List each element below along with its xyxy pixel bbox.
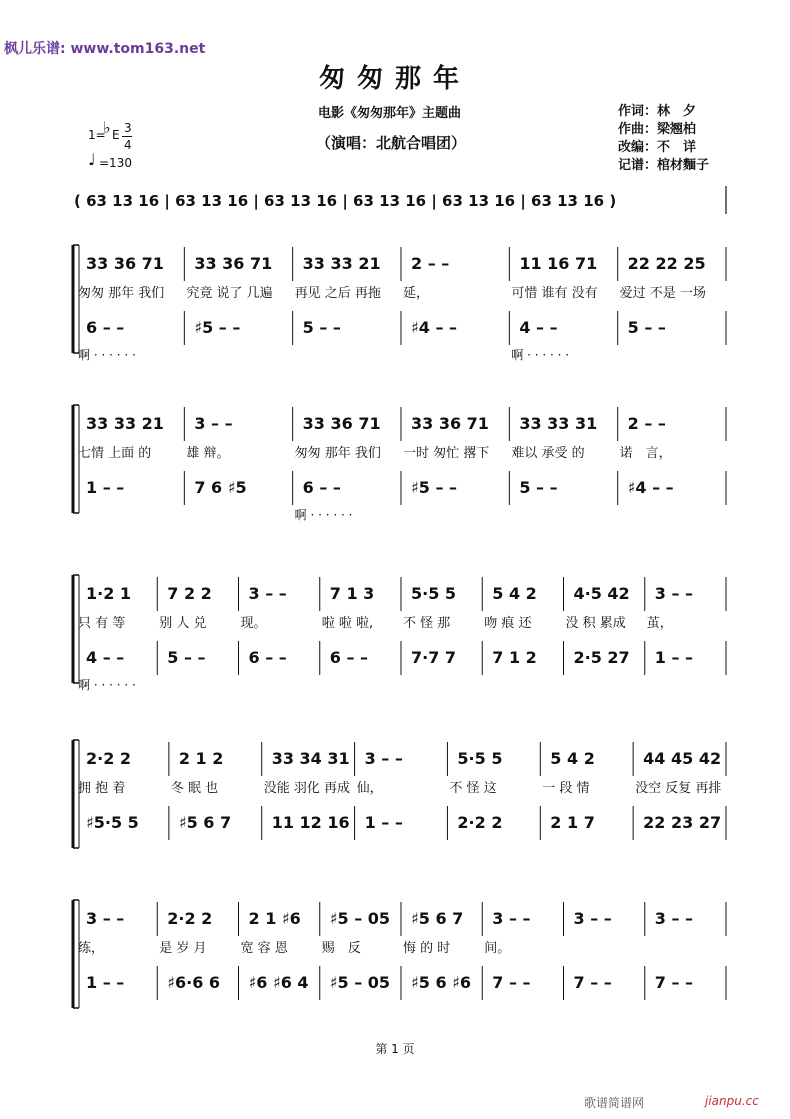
lyric-text: 别 人 兑 xyxy=(159,616,207,631)
upper-measure: 3 – – xyxy=(364,749,403,768)
key-note: E xyxy=(112,128,120,142)
upper-measure: 33 36 71 xyxy=(411,414,489,433)
lower-lyric-text: 啊 · · · · · · xyxy=(294,508,353,522)
lower-measure: 6 – – xyxy=(86,318,125,337)
lower-measure: 5 – – xyxy=(302,318,341,337)
lower-measure: ♯4 – – xyxy=(627,478,674,497)
performer-line: （演唱：北航合唱团） xyxy=(316,134,467,152)
lyric-text: 匆匆 那年 我们 xyxy=(78,286,165,301)
lower-measure: 6 – – xyxy=(329,648,369,667)
watermark-text: 歌谱简谱网 xyxy=(584,1096,645,1110)
lower-measure: 7 – – xyxy=(654,973,694,992)
upper-measure: 11 16 71 xyxy=(519,254,598,273)
lyric-text: 仙， xyxy=(356,781,383,796)
lyric-text: 难以 承受 的 xyxy=(511,446,585,461)
upper-measure: 3 – – xyxy=(248,584,287,603)
upper-measure: 33 33 21 xyxy=(86,414,164,433)
lyric-text: 雄 辩。 xyxy=(186,446,230,461)
lower-lyric-text: 啊 · · · · · · xyxy=(511,348,570,362)
lower-measure: 1 – – xyxy=(86,973,125,992)
upper-measure: 1·2 1 xyxy=(86,584,132,603)
lyric-text: 再见 之后 再拖 xyxy=(294,286,381,301)
lower-measure: ♯4 – – xyxy=(411,318,458,337)
credit-composer: 作曲：梁翘柏 xyxy=(618,122,697,137)
time-sig-num: 3 xyxy=(124,121,132,135)
lyric-text: 吻 痕 还 xyxy=(484,616,532,631)
upper-measure: 2·2 2 xyxy=(86,749,132,768)
lyric-text: 匆匆 那年 我们 xyxy=(294,446,381,461)
credit-arranger: 改编：不 详 xyxy=(618,140,697,155)
lower-measure: ♯6·6 6 xyxy=(167,973,221,992)
watermark-url: jianpu.cc xyxy=(705,1094,759,1108)
upper-measure: 33 33 31 xyxy=(519,414,598,433)
upper-measure: ♯5 – 05 xyxy=(329,909,391,928)
lower-measure: 7 – – xyxy=(492,973,531,992)
lower-measure: ♯5 – – xyxy=(194,318,241,337)
upper-measure: 3 – – xyxy=(654,584,694,603)
upper-measure: 5·5 5 xyxy=(457,749,503,768)
upper-measure: 5 4 2 xyxy=(550,749,595,768)
upper-measure: 3 – – xyxy=(194,414,233,433)
upper-measure: 33 36 71 xyxy=(86,254,164,273)
lyric-text: 不 怪 这 xyxy=(449,781,497,796)
lyric-text: 究竟 说了 几遍 xyxy=(186,286,273,301)
site-header: 枫儿乐谱: www.tom163.net xyxy=(4,41,206,57)
upper-measure: 5·5 5 xyxy=(411,584,457,603)
lower-measure: 4 – – xyxy=(519,318,558,337)
lower-measure: 7 1 2 xyxy=(492,648,537,667)
upper-measure: 33 34 31 xyxy=(271,749,350,768)
lower-measure: ♯5 – – xyxy=(411,478,458,497)
lyric-text: 赐 反 xyxy=(321,941,361,956)
quarter-note-icon: ♩ xyxy=(88,150,96,169)
tempo: =130 xyxy=(99,156,132,170)
lower-measure: 4 – – xyxy=(86,648,125,667)
lyric-text: 只 有 等 xyxy=(78,616,126,631)
flat-sign: ♭ xyxy=(103,118,111,137)
upper-measure: 3 – – xyxy=(86,909,125,928)
lower-measure: 2 1 7 xyxy=(550,813,595,832)
lyric-text: 悔 的 时 xyxy=(403,941,451,956)
upper-measure: ♯5 6 7 xyxy=(411,909,464,928)
upper-measure: 2 1 2 xyxy=(178,749,224,768)
upper-measure: 33 33 21 xyxy=(302,254,381,273)
upper-measure: 7 1 3 xyxy=(329,584,375,603)
upper-measure: 3 – – xyxy=(492,909,531,928)
lyric-text: 茧， xyxy=(646,616,673,631)
lower-measure: 6 – – xyxy=(302,478,341,497)
upper-measure: 33 36 71 xyxy=(194,254,273,273)
upper-measure: 7 2 2 xyxy=(167,584,212,603)
upper-measure: 2 – – xyxy=(411,254,450,273)
lyric-text: 冬 眠 也 xyxy=(170,781,219,796)
lyric-text: 现。 xyxy=(240,616,267,631)
lower-measure: ♯6 ♯6 4 xyxy=(248,973,309,992)
lyric-text: 一时 匆忙 撂下 xyxy=(403,446,490,461)
lower-measure: 22 23 27 xyxy=(643,813,722,832)
upper-measure: 3 – – xyxy=(654,909,694,928)
upper-measure: 22 22 25 xyxy=(627,254,706,273)
lyric-text: 七情 上面 的 xyxy=(78,446,152,461)
upper-measure: 2 1 ♯6 xyxy=(248,909,301,928)
lower-measure: ♯5·5 5 xyxy=(86,813,139,832)
intro-line: ( 63 13 16 | 63 13 16 | 63 13 16 | 63 13 16 | 63 13 16 | 63 13 16 ) xyxy=(74,192,617,210)
time-sig-den: 4 xyxy=(124,138,132,152)
lyric-text: 练， xyxy=(78,941,105,956)
lower-measure: 1 – – xyxy=(86,478,125,497)
song-subtitle: 电影《匆匆那年》主题曲 xyxy=(318,106,462,121)
lyric-text: 爱过 不是 一场 xyxy=(619,286,706,301)
lyric-text: 拥 抱 着 xyxy=(78,781,126,796)
upper-measure: 33 36 71 xyxy=(302,414,381,433)
lyric-text: 诺 言， xyxy=(619,446,672,461)
lower-measure: 1 – – xyxy=(654,648,694,667)
lower-measure: 7 – – xyxy=(573,973,612,992)
lower-measure: 2·2 2 xyxy=(457,813,503,832)
song-title: 匆匆那年 xyxy=(318,64,471,94)
lyric-text: 没空 反复 再排 xyxy=(635,781,722,796)
lower-measure: 1 – – xyxy=(364,813,403,832)
lower-measure: 6 – – xyxy=(248,648,287,667)
lyric-text: 不 怪 那 xyxy=(403,616,451,631)
lower-measure: 7·7 7 xyxy=(411,648,457,667)
lower-measure: 2·5 27 xyxy=(573,648,630,667)
upper-measure: 3 – – xyxy=(573,909,612,928)
lyric-text: 延， xyxy=(403,286,430,301)
lower-measure: ♯5 6 ♯6 xyxy=(411,973,472,992)
upper-measure: 2 – – xyxy=(627,414,666,433)
lower-measure: ♯5 – 05 xyxy=(329,973,391,992)
lower-measure: 11 12 16 xyxy=(271,813,350,832)
credit-transcriber: 记谱：棺材麵子 xyxy=(618,158,710,173)
lyric-text: 间。 xyxy=(484,941,511,956)
lower-measure: 5 – – xyxy=(167,648,206,667)
lower-measure: 5 – – xyxy=(519,478,558,497)
upper-measure: 44 45 42 xyxy=(643,749,722,768)
key-prefix: 1= xyxy=(88,128,106,142)
lower-measure: 5 – – xyxy=(627,318,666,337)
credit-lyricist: 作词：林 夕 xyxy=(618,104,697,119)
lower-measure: 7 6 ♯5 xyxy=(194,478,247,497)
page-number: 第 1 页 xyxy=(375,1042,415,1056)
lyric-text: 宽 容 恩 xyxy=(240,941,288,956)
lower-measure: ♯5 6 7 xyxy=(178,813,232,832)
upper-measure: 5 4 2 xyxy=(492,584,537,603)
lyric-text: 是 岁 月 xyxy=(159,941,207,956)
upper-measure: 4·5 42 xyxy=(573,584,630,603)
lyric-text: 可惜 谁有 没有 xyxy=(511,286,598,301)
lower-lyric-text: 啊 · · · · · · xyxy=(78,678,136,692)
upper-measure: 2·2 2 xyxy=(167,909,213,928)
lyric-text: 一 段 情 xyxy=(542,781,590,796)
lyric-text: 没能 羽化 再成 xyxy=(263,781,350,796)
lower-lyric-text: 啊 · · · · · · xyxy=(78,348,136,362)
lyric-text: 没 积 累成 xyxy=(565,616,626,631)
lyric-text: 啦 啦 啦, xyxy=(321,616,374,631)
